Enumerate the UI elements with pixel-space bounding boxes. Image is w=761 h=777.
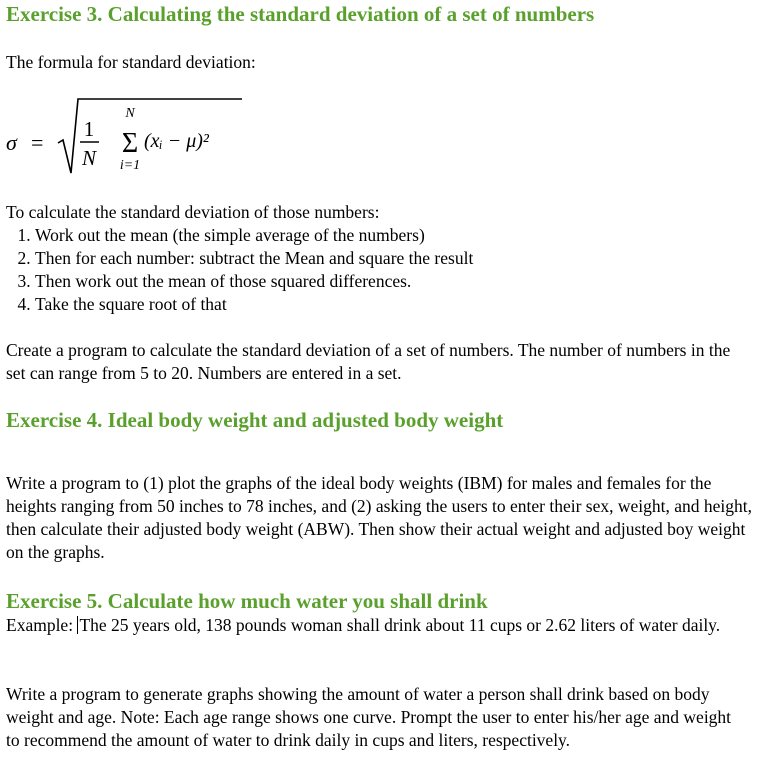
list-item: 3. Then work out the mean of those squared differences. <box>35 270 473 293</box>
exercise-3-heading: Exercise 3. Calculating the standard deviation of a set of numbers <box>6 2 595 26</box>
exercise-4-heading: Exercise 4. Ideal body weight and adjusted body weight <box>6 408 504 432</box>
example-text: The 25 years old, 138 pounds woman shall drink about 11 cups or 2.62 liters of water daily. <box>79 615 721 635</box>
formula-body: (xᵢ − μ)² <box>144 130 209 152</box>
exercise-3-task: Create a program to calculate the standard deviation of a set of numbers. The number of numbers in the set can range from 5 to 20. Numbers are entered in a set. <box>6 340 731 383</box>
formula-equals: = <box>31 130 44 155</box>
steps-list <box>6 224 473 316</box>
standard-deviation-formula <box>6 95 246 177</box>
list-item: 2. Then for each number: subtract the Mean and square the result <box>35 247 473 270</box>
sum-upper-limit: N <box>125 106 135 121</box>
exercise-5-heading: Exercise 5. Calculate how much water you shall drink <box>6 589 488 613</box>
steps-intro: To calculate the standard deviation of those numbers: <box>6 202 380 222</box>
formula-numerator: 1 <box>83 117 95 141</box>
example-label: Example: <box>6 615 78 635</box>
formula-sigma: σ <box>6 130 17 155</box>
formula-denominator: N <box>81 146 97 170</box>
exercise-4-task: Write a program to (1) plot the graphs of the ideal body weights (IBM) for males and females for the heights ranging from 50 inches to 78 inches, and (2) asking the users to enter their sex, weight, and height, then calculate their adjusted body weight (ABW). Then show their actual weight and adjusted boy weight on the graphs. <box>6 473 753 562</box>
list-item: 4. Take the square root of that <box>35 293 473 316</box>
sum-lower-limit: i=1 <box>119 158 141 173</box>
formula-intro: The formula for standard deviation: <box>6 52 256 72</box>
exercise-5-task: Write a program to generate graphs showing the amount of water a person shall drink based on body weight and age. Note: Each age range shows one curve. Prompt the user to enter his/her age and weight to recommend the amount of water to drink daily in cups and liters, respectively. <box>6 684 732 750</box>
list-item: 1. Work out the mean (the simple average of the numbers) <box>35 224 473 247</box>
sum-symbol: Σ <box>121 128 139 159</box>
exercise-5-example <box>6 614 746 637</box>
